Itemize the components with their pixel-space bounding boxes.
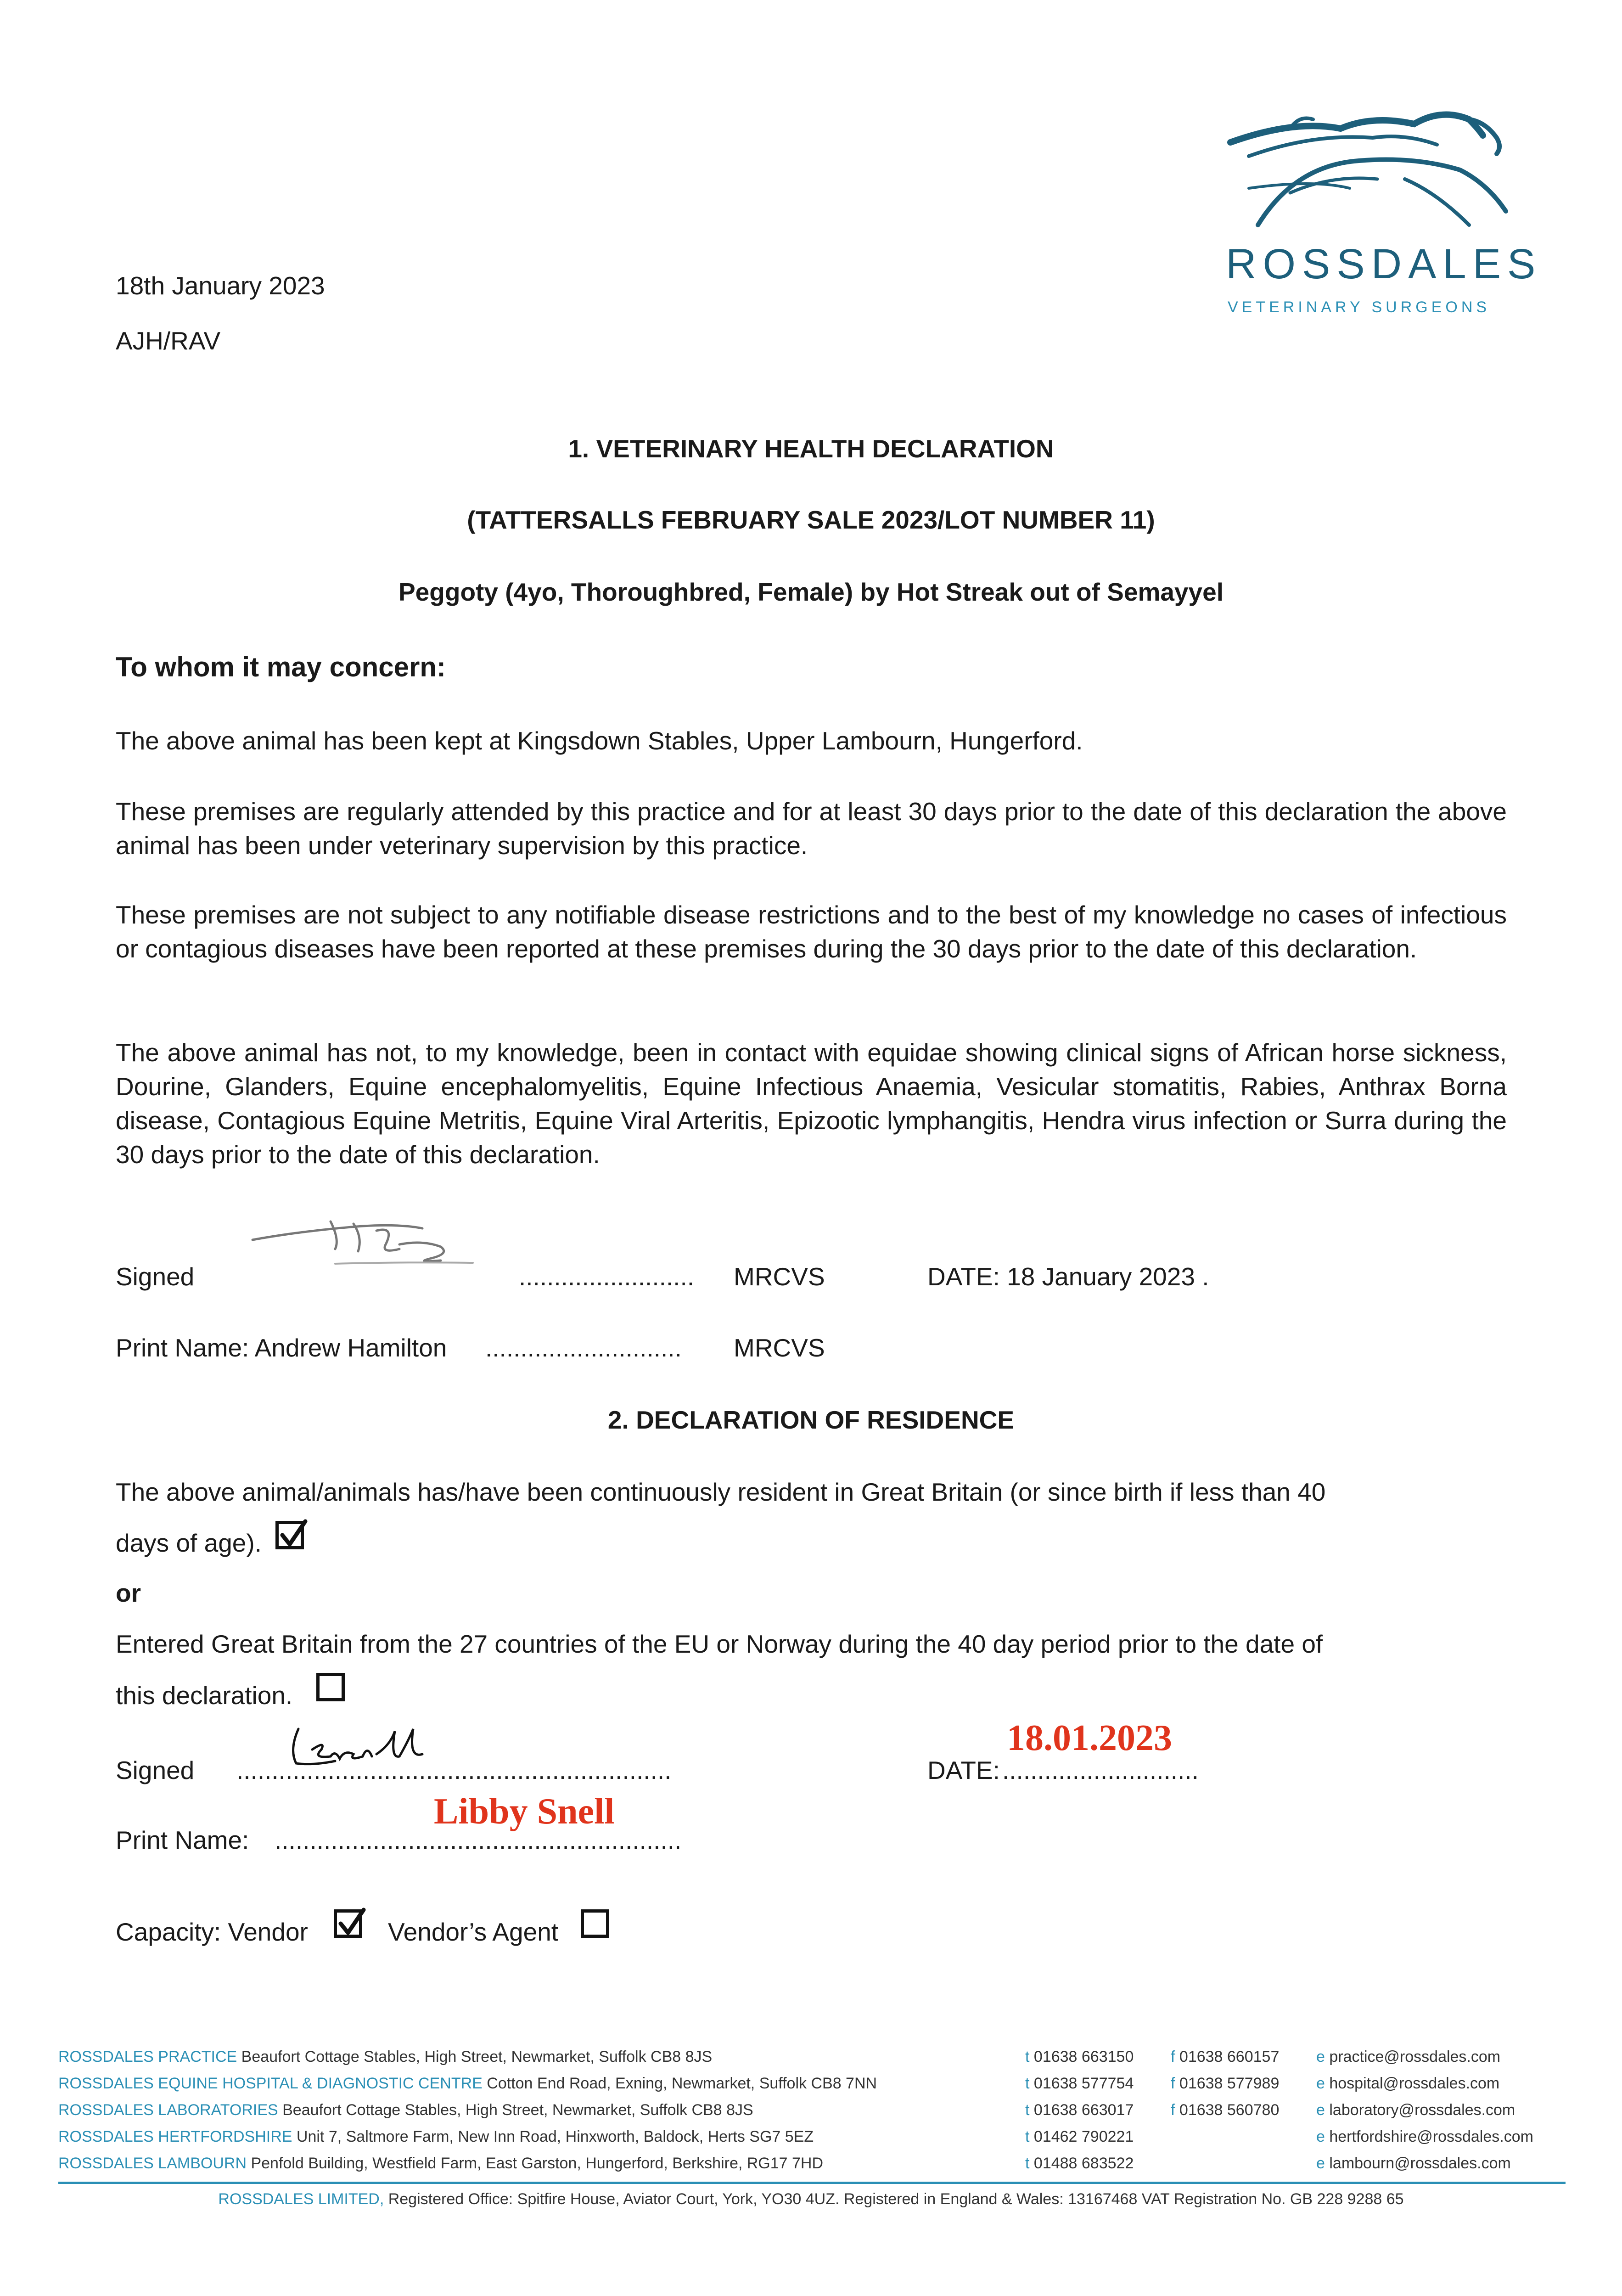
footer-fax: 01638 560780 [1179,2101,1280,2119]
checkmark-icon [277,1519,309,1551]
footer-labs-address: Beaufort Cottage Stables, High Street, Newmarket, Suffolk CB8 8JS [278,2101,753,2119]
horse-heading: Peggoty (4yo, Thoroughbred, Female) by Hot Streak out of Semayyel [398,578,1224,606]
residence-signed-label: Signed [116,1756,195,1784]
paragraph-supervision: These premises are regularly attended by this practice and for at least 30 days prior to the date of this declaration the above animal has been under veterinary supervision by this practice. [116,797,1507,860]
capacity-agent-label: Vendor’s Agent [388,1918,559,1946]
footer-email[interactable]: lambourn@rossdales.com [1329,2155,1511,2172]
salutation: To whom it may concern: [116,652,446,682]
footer-phone: 01638 663150 [1033,2048,1134,2065]
handwritten-date: 18.01.2023 [1007,1718,1172,1758]
footer-phone: 01488 683522 [1033,2155,1134,2172]
residence-option-2-line-2: this declaration. [116,1681,293,1710]
footer-divider [58,2182,1566,2184]
footer-registered-office: ROSSDALES LIMITED, Registered Office: Spitfire House, Aviator Court, York, YO30 4UZ. Registered in England & Wales: 13167468 VAT Registration No. GB 228 9288 65 [218,2190,1404,2208]
vet-print-mrcvs: MRCVS [734,1334,825,1362]
footer-herts-address: Unit 7, Saltmore Farm, New Inn Road, Hinxworth, Baldock, Herts SG7 5EZ [292,2128,814,2145]
footer-email[interactable]: practice@rossdales.com [1329,2048,1501,2065]
residence-signed-dots: .............................................................. [236,1756,672,1784]
footer-lambourn-name: ROSSDALES LAMBOURN [58,2155,247,2172]
residence-date-label: DATE: [927,1756,1000,1784]
capacity-vendor-label: Capacity: Vendor [116,1918,308,1946]
company-logo [1221,110,1542,326]
letter-date: 18th January 2023 [116,271,325,300]
footer-hospital-name: ROSSDALES EQUINE HOSPITAL & DIAGNOSTIC CENTRE [58,2075,483,2092]
footer-email[interactable]: hospital@rossdales.com [1329,2075,1500,2092]
vet-signature [248,1212,505,1286]
footer-phone: 01638 663017 [1033,2101,1134,2119]
paragraph-diseases: The above animal has not, to my knowledge, been in contact with equidae showing clinical signs of African horse sickness, Dourine, Glanders, Equine encephalomyelitis, Equine Infectious Anaemia, Vesicular stomatitis, Rabies, Anthrax Borna disease, Contagious Equine Metritis, Equine Viral Arteritis, Epizootic lymphangitis, Hendra virus infection or Surra during the 30 days prior to the date of this declaration. [116,1038,1507,1169]
vet-signed-label: Signed [116,1262,195,1291]
footer-hospital-address: Cotton End Road, Exning, Newmarket, Suffolk CB8 7NN [482,2075,877,2092]
residence-option-1-line-1: The above animal/animals has/have been continuously resident in Great Britain (or since birth if less than 40 [116,1478,1326,1506]
handwritten-print-name: Libby Snell [434,1791,615,1832]
or-separator: or [116,1579,141,1607]
resident-gb-checkbox[interactable] [275,1521,304,1549]
section-1-heading: 1. VETERINARY HEALTH DECLARATION [568,434,1054,463]
footer-herts-name: ROSSDALES HERTFORDSHIRE [58,2128,292,2145]
vet-mrcvs-label: MRCVS [734,1262,825,1291]
vet-signature-date: DATE: 18 January 2023 . [927,1262,1209,1291]
footer-labs-name: ROSSDALES LABORATORIES [58,2101,278,2119]
letter-reference: AJH/RAV [116,326,221,355]
vet-signed-dots: ......................... [519,1262,695,1291]
horse-logo-icon [1221,110,1524,248]
vet-print-name: Print Name: Andrew Hamilton [116,1334,447,1362]
footer-practice-name: ROSSDALES PRACTICE [58,2048,237,2065]
logo-wordmark: ROSSDALES [1226,241,1542,287]
footer: ROSSDALES PRACTICE Beaufort Cottage Stables, High Street, Newmarket, Suffolk CB8 8JS t 01638 663150 f 01638 660157 e practice@rossdales.com ROSSDALES EQUINE HOSPITAL & DIAGNOSTIC CENTRE Cotton End Road, Exning, Newmarket, Suffolk CB8 7NN t 01638 577754 f 01638 577989 e hospital@rossdales.com ROSSDALES LABORATORIES Beaufort Cottage Stables, High Street, Newmarket, Suffolk CB8 8JS t 01638 663017 f 01638 560780 e laboratory@rossdales.com ROSSDALES HERTFORDSHIRE Unit 7, Saltmore Farm, New Inn Road, Hinxworth, Baldock, Herts SG7 5EZ t 01462 790221 e hertfordshire@rossdales.com ROSSDALES LAMBOURN Penfold Building, Westfield Farm, East Garston, Hungerford, Berkshire, RG17 7HD t 01488 683522 e lambourn@rossdales.com ROSSDALES LIMITED, Registered Office: Spitfire House, Aviator Court, York, YO30 4UZ. Registered in England & Wales: 13167468 VAT Registration No. GB 228 9288 65 [0,2043,1622,2218]
footer-email[interactable]: laboratory@rossdales.com [1329,2101,1515,2119]
footer-fax: 01638 660157 [1179,2048,1280,2065]
section-2-heading: 2. DECLARATION OF RESIDENCE [607,1406,1015,1434]
paragraph-premises: The above animal has been kept at Kingsdown Stables, Upper Lambourn, Hungerford. [116,726,1083,755]
footer-email[interactable]: hertfordshire@rossdales.com [1329,2128,1533,2145]
footer-phone: 01462 790221 [1033,2128,1134,2145]
entered-gb-checkbox[interactable] [316,1673,345,1701]
residence-option-1-line-2: days of age). [116,1529,262,1557]
footer-fax: 01638 577989 [1179,2075,1280,2092]
checkmark-icon [335,1907,367,1939]
residence-print-dots: .......................................................... [275,1826,682,1854]
footer-lambourn-address: Penfold Building, Westfield Farm, East Garston, Hungerford, Berkshire, RG17 7HD [247,2155,824,2172]
residence-option-2-line-1: Entered Great Britain from the 27 countries of the EU or Norway during the 40 day period prior to the date of [116,1630,1323,1658]
vendors-agent-checkbox[interactable] [581,1909,609,1938]
residence-print-label: Print Name: [116,1826,249,1854]
paragraph-restrictions: These premises are not subject to any notifiable disease restrictions and to the best of my knowledge no cases of infectious or contagious diseases have been reported at these premises during the 30 days prior to the date of this declaration. [116,900,1507,963]
sale-heading: (TATTERSALLS FEBRUARY SALE 2023/LOT NUMBER 11) [467,506,1155,534]
footer-phone: 01638 577754 [1033,2075,1134,2092]
vendor-checkbox[interactable] [334,1909,362,1938]
vet-print-dots: ............................ [485,1334,682,1362]
logo-subtitle: VETERINARY SURGEONS [1228,298,1491,316]
footer-practice-address: Beaufort Cottage Stables, High Street, Newmarket, Suffolk CB8 8JS [237,2048,713,2065]
residence-date-dots: ............................ [1002,1756,1199,1784]
